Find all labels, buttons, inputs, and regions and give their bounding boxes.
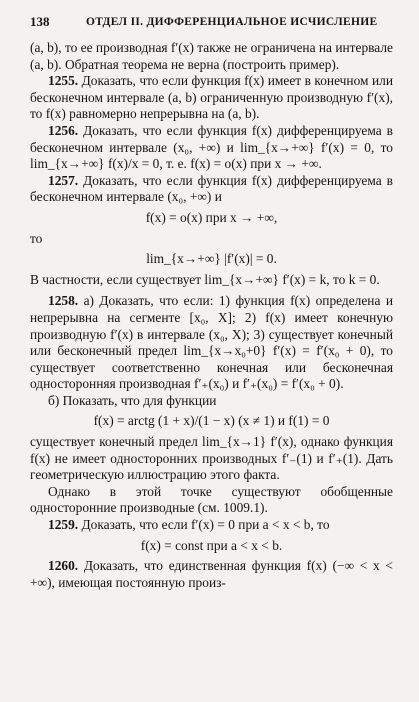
problem-1257: 1257. Доказать, что если функция f(x) дифференцируема в бесконечном интервале (x₀, +∞) и — [30, 172, 393, 205]
page-number: 138 — [30, 14, 50, 29]
display-formula: f(x) = const при a < x < b. — [140, 537, 283, 553]
display-formula: f(x) = arctg (1 + x)/(1 − x) (x ≠ 1) и f(1) = 0 — [93, 413, 330, 429]
display-formula: f(x) = o(x) при x → +∞, — [145, 209, 278, 225]
problem-1259: 1259. Доказать, что если f′(x) = 0 при a < x < b, то — [48, 517, 330, 533]
paragraph: б) Показать, что для функции — [48, 392, 217, 408]
paragraph: Однако в этой точке существуют обобщенные односторонние производные (см. 1009.1). — [30, 483, 393, 516]
chapter-title: ОТДЕЛ II. ДИФФЕРЕНЦИАЛЬНОЕ ИСЧИСЛЕНИЕ — [86, 16, 378, 28]
problem-1255: 1255. Доказать, что если функция f(x) имеет в конечном или бесконечном интервале (a, b) ограниченную производную f′(x), то f(x) равномерно непрерывна на (a, b). — [30, 73, 393, 122]
paragraph: В частности, если существует lim_{x→+∞} f′(x) = k, то k = 0. — [30, 271, 380, 287]
problem-1260: 1260. Доказать, что единственная функция f(x) (−∞ < x < +∞), имеющая постоянную произ- — [30, 558, 393, 590]
page-body — [30, 40, 393, 591]
paragraph: существует конечный предел lim_{x→1} f′(x), однако функция f(x) не имеет односторонних производных f′₋(1) и f′₊(1). Дать геометрическую иллюстрацию этого факта. — [30, 434, 393, 483]
paragraph: (a, b), то ее производная f′(x) также не ограничена на интервале (a, b). Обратная теорема не верна (построить пример). — [30, 40, 393, 72]
display-formula: lim_{x→+∞} |f′(x)| = 0. — [146, 251, 277, 267]
problem-1256: 1256. Доказать, что если функция f(x) дифференцируема в бесконечном интервале (x₀, +∞) и lim_{x→+∞} f′(x) = 0, то lim_{x→+∞} f(x)/x = 0, т. е. f(x) = o(x) при x → +∞. — [30, 122, 393, 172]
paragraph: то — [30, 230, 43, 246]
problem-1258: 1258. а) Доказать, что если: 1) функция f(x) определена и непрерывна на сегменте [x₀, X]; 2) f(x) имеет конечную производную f′(x) в интервале (x₀, X); 3) существует конечный или бесконечный предел lim_{x→x₀+0} f′(x) = f′(x₀ + 0), то существует соответственно конечная или бесконечная односторонняя производная f′₊(x₀) и f′₊(x₀) = f′(x₀ + 0). — [30, 293, 393, 392]
